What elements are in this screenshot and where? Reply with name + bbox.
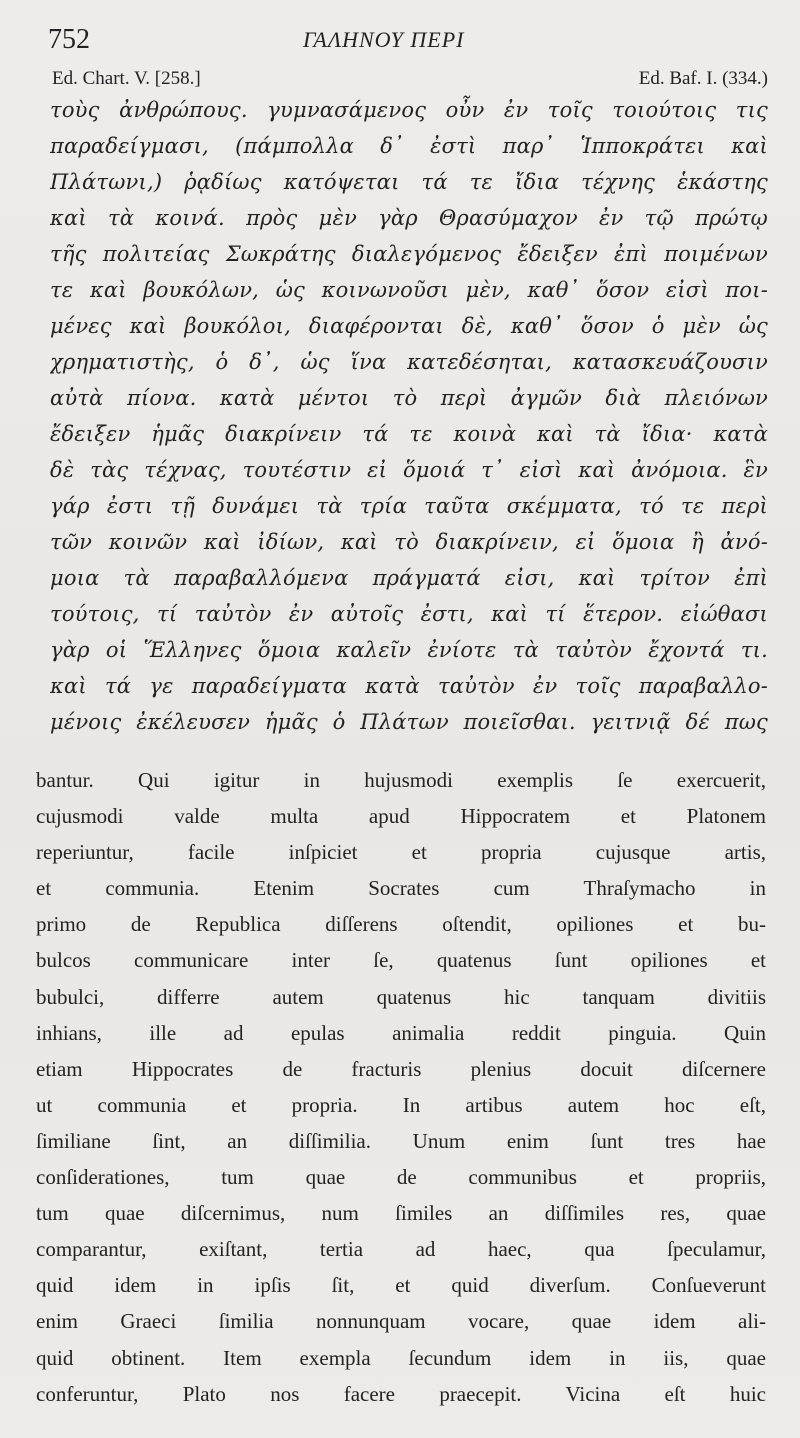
greek-text-line: δὲ τὰς τέχνας, τουτέστιν εἰ ὅμοιά τ᾽ εἰσὶ καὶ ἀνόμοια. ἓν (50, 458, 768, 482)
edition-reference-basel: Ed. Baf. I. (334.) (638, 68, 768, 89)
greek-text-line: τε καὶ βουκόλων, ὡς κοινωνοῦσι μὲν, καθ᾽ ὅσον εἰσὶ ποι- (50, 278, 768, 302)
latin-text-line: quid obtinent. Item exempla ſecundum idem in iis, quae (36, 1345, 766, 1370)
latin-text-line: cujusmodi valde multa apud Hippocratem et Platonem (36, 804, 766, 829)
latin-text-line: ut communia et propria. In artibus autem hoc eſt, (36, 1092, 766, 1117)
latin-text-line: tum quae diſcernimus, num ſimiles an diſſimiles res, quae (36, 1201, 766, 1226)
greek-text-line: μένες καὶ βουκόλοι, διαφέρονται δὲ, καθ᾽ ὅσον ὁ μὲν ὡς (50, 314, 768, 338)
edition-reference-line (52, 64, 768, 94)
edition-reference-chart: Ed. Chart. V. [258.] (52, 68, 201, 89)
greek-text-line: αὐτὰ πίονα. κατὰ μέντοι τὸ περὶ ἀγμῶν διὰ πλειόνων (50, 386, 768, 410)
running-title: ΓΑΛΗΝΟΥ ΠΕΡΙ (303, 27, 465, 52)
latin-text-line: etiam Hippocrates de fracturis plenius docuit diſcernere (36, 1056, 766, 1081)
latin-text-block (36, 762, 766, 1412)
latin-text-line: enim Graeci ſimilia nonnunquam vocare, quae idem ali- (36, 1309, 766, 1334)
latin-text-line: bulcos communicare inter ſe, quatenus ſunt opiliones et (36, 948, 766, 973)
page-header (48, 20, 768, 60)
greek-text-line: Πλάτωνι,) ῥᾳδίως κατόψεται τά τε ἴδια τέχνης ἑκάστης (50, 170, 768, 194)
greek-text-line: γάρ ἐστι τῇ δυνάμει τὰ τρία ταῦτα σκέμματα, τό τε περὶ (50, 494, 768, 518)
latin-text-line: et communia. Etenim Socrates cum Thraſymacho in (36, 876, 766, 901)
latin-text-line: primo de Republica diſſerens oſtendit, opiliones et bu- (36, 912, 766, 937)
latin-text-line: quid idem in ipſis ſit, et quid diverſum. Conſueverunt (36, 1273, 766, 1298)
greek-text-block (50, 92, 768, 740)
latin-text-line: ſimiliane ſint, an diſſimilia. Unum enim ſunt tres hae (36, 1128, 766, 1153)
latin-text-line: conferuntur, Plato nos facere praecepit. Vicina eſt huic (36, 1381, 766, 1406)
latin-text-line: comparantur, exiſtant, tertia ad haec, qua ſpeculamur, (36, 1237, 766, 1262)
greek-text-line: χρηματιστὴς, ὁ δ᾽, ὡς ἵνα κατεδέσηται, κατασκευάζουσιν (50, 350, 768, 374)
greek-text-line: τῆς πολιτείας Σωκράτης διαλεγόμενος ἔδειξεν ἐπὶ ποιμένων (50, 242, 768, 266)
greek-text-line: τῶν κοινῶν καὶ ἰδίων, καὶ τὸ διακρίνειν, εἰ ὅμοια ἢ ἀνό- (50, 530, 768, 554)
greek-text-line: γὰρ οἱ Ἕλληνες ὅμοια καλεῖν ἐνίοτε τὰ ταὐτὸν ἔχοντά τι. (50, 638, 768, 662)
latin-text-line: reperiuntur, facile inſpiciet et propria cujusque artis, (36, 840, 766, 865)
greek-text-line: παραδείγμασι, (πάμπολλα δ᾽ ἐστὶ παρ᾽ Ἱπποκράτει καὶ (50, 134, 768, 158)
latin-text-line: bantur. Qui igitur in hujusmodi exemplis ſe exercuerit, (36, 768, 766, 792)
latin-text-line: inhians, ille ad epulas animalia reddit pinguia. Quin (36, 1020, 766, 1045)
greek-text-line: ἔδειξεν ἡμᾶς διακρίνειν τά τε κοινὰ καὶ τὰ ἴδια· κατὰ (50, 422, 768, 446)
latin-text-line: bubulci, differre autem quatenus hic tanquam divitiis (36, 984, 766, 1009)
greek-text-line: μοια τὰ παραβαλλόμενα πράγματά εἰσι, καὶ τρίτον ἐπὶ (50, 566, 768, 590)
page-number: 752 (48, 24, 90, 55)
greek-text-line: καὶ τά γε παραδείγματα κατὰ ταὐτὸν ἐν τοῖς παραβαλλο- (50, 674, 768, 698)
greek-text-line: τοὺς ἀνθρώπους. γυμνασάμενος οὖν ἐν τοῖς τοιούτοις τις (50, 98, 768, 122)
latin-text-line: conſiderationes, tum quae de communibus et propriis, (36, 1165, 766, 1190)
greek-text-line: μένοις ἐκέλευσεν ἡμᾶς ὁ Πλάτων ποιεῖσθαι. γειτνιᾷ δέ πως (50, 710, 768, 734)
greek-text-line: καὶ τὰ κοινά. πρὸς μὲν γὰρ Θρασύμαχον ἐν τῷ πρώτῳ (50, 206, 768, 230)
greek-text-line: τούτοις, τί ταὐτὸν ἐν αὐτοῖς ἐστι, καὶ τί ἕτερον. εἰώθασι (50, 602, 768, 626)
